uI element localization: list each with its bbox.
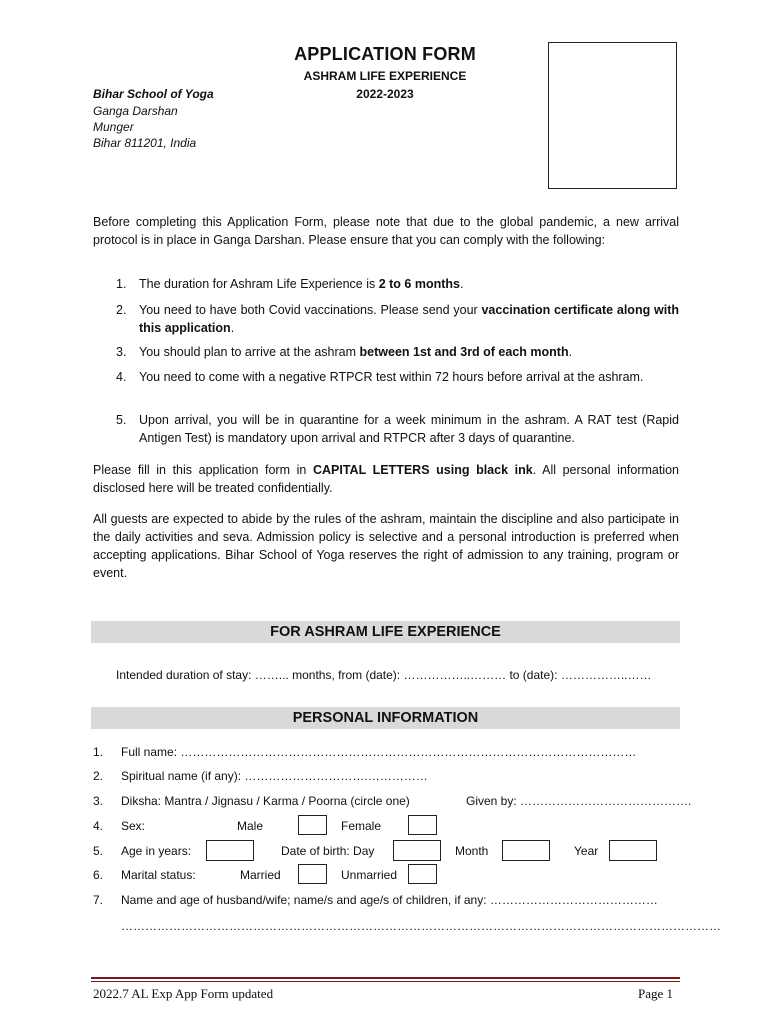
protocol-item-3 [116, 343, 679, 361]
protocol-item-2 [116, 301, 679, 337]
unmarried-checkbox[interactable] [408, 864, 437, 884]
field-number: 3. [93, 794, 104, 808]
diksha-given-by-field[interactable]: Given by: ……………………………………. [466, 794, 692, 808]
item-text-end: . [568, 345, 573, 359]
field-number: 5. [93, 844, 104, 858]
sex-female-label: Female [341, 819, 382, 833]
form-subtitle: ASHRAM LIFE EXPERIENCE [303, 69, 467, 83]
item-text-end: . [230, 321, 235, 335]
family-members-continuation-line[interactable]: …………………………………………………………………………………………………………………………………… [121, 919, 721, 933]
dob-month-label: Month [455, 844, 489, 858]
item-bold-text: vaccination certificate along with this application [139, 303, 679, 335]
item-number: 2. [116, 303, 127, 317]
field-number: 6. [93, 868, 104, 882]
family-members-field[interactable]: Name and age of husband/wife; name/s and age/s of children, if any: …………………………………… [121, 893, 658, 907]
item-text: You need to have both Covid vaccinations. Please send your [139, 303, 482, 317]
age-label: Age in years: [121, 844, 192, 858]
dob-year-label: Year [574, 844, 599, 858]
protocol-item-5 [116, 411, 679, 447]
item-number: 3. [116, 345, 127, 359]
unmarried-label: Unmarried [341, 868, 398, 882]
protocol-item-4 [116, 368, 679, 404]
protocol-item-1 [116, 275, 679, 293]
dob-day-input-box[interactable] [393, 840, 441, 861]
field-number: 2. [93, 769, 104, 783]
dob-day-label: Date of birth: Day [281, 844, 375, 858]
section-banner-personal-info: PERSONAL INFORMATION [91, 707, 680, 729]
instructions-bold-text: CAPITAL LETTERS using black ink [312, 463, 533, 477]
sex-male-label: Male [237, 819, 264, 833]
sex-male-checkbox[interactable] [298, 815, 327, 835]
footer-form-id: 2022.7 AL Exp App Form updated [93, 986, 274, 1001]
item-text: You need to come with a negative RTPCR test within 72 hours before arrival at the ashram. [139, 370, 644, 384]
full-name-field[interactable]: Full name: …………………………………………………………………………………………………… [121, 745, 637, 759]
instructions-text: Please fill in this application form in [93, 463, 313, 477]
item-number: 5. [116, 413, 127, 427]
item-text-end: . [459, 277, 464, 291]
instructions-paragraph [93, 461, 679, 497]
org-address-line3: Bihar 811201, India [93, 136, 197, 150]
page-number: Page 1 [638, 986, 674, 1001]
form-year: 2022-2023 [356, 87, 414, 101]
instructions-text-end: . All personal information disclosed here will be treated confidentially. [93, 463, 680, 495]
sex-label: Sex: [121, 819, 146, 833]
rules-paragraph: All guests are expected to abide by the rules of the ashram, maintain the discipline and also participate in the daily activities and seva. Admission policy is selective and a personal introduction is preferred when accepting applications. Bihar School of Yoga reserves the right of admission to any training, program or event. [93, 512, 679, 580]
footer-divider [91, 977, 680, 979]
org-name: Bihar School of Yoga [93, 87, 214, 101]
field-number: 7. [93, 893, 104, 907]
field-number: 4. [93, 819, 104, 833]
married-label: Married [240, 868, 281, 882]
age-input-box[interactable] [206, 840, 254, 861]
org-address-line1: Ganga Darshan [93, 104, 178, 118]
intro-paragraph: Before completing this Application Form, please note that due to the global pandemic, a new arrival protocol is in place in Ganga Darshan. Please ensure that you can comply with the following: [93, 215, 679, 247]
item-text: Upon arrival, you will be in quarantine for a week minimum in the ashram. A RAT test (Rapid Antigen Test) is mandatory upon arrival and RTPCR after 3 days of quarantine. [139, 413, 679, 445]
diksha-options[interactable]: Diksha: Mantra / Jignasu / Karma / Poorna (circle one) [121, 794, 410, 808]
married-checkbox[interactable] [298, 864, 327, 884]
sex-female-checkbox[interactable] [408, 815, 437, 835]
dob-month-input-box[interactable] [502, 840, 550, 861]
item-text: You should plan to arrive at the ashram [139, 345, 360, 359]
item-number: 1. [116, 277, 127, 291]
form-title: APPLICATION FORM [294, 44, 476, 64]
item-bold-text: 2 to 6 months [378, 277, 460, 291]
spiritual-name-field[interactable]: Spiritual name (if any): ………………………….…………… [121, 769, 428, 783]
photo-box [548, 42, 677, 189]
field-number: 1. [93, 745, 104, 759]
item-text: The duration for Ashram Life Experience is [139, 277, 379, 291]
section-banner-ashram-life: FOR ASHRAM LIFE EXPERIENCE [91, 621, 680, 643]
footer-divider-thin [91, 981, 680, 982]
marital-status-label: Marital status: [121, 868, 196, 882]
duration-of-stay-field[interactable]: Intended duration of stay: ……... months, from (date): ……………..……… to (date): ……………..…… [116, 668, 652, 682]
item-number: 4. [116, 370, 127, 384]
dob-year-input-box[interactable] [609, 840, 657, 861]
org-address-line2: Munger [93, 120, 134, 134]
item-bold-text: between 1st and 3rd of each month [359, 345, 569, 359]
